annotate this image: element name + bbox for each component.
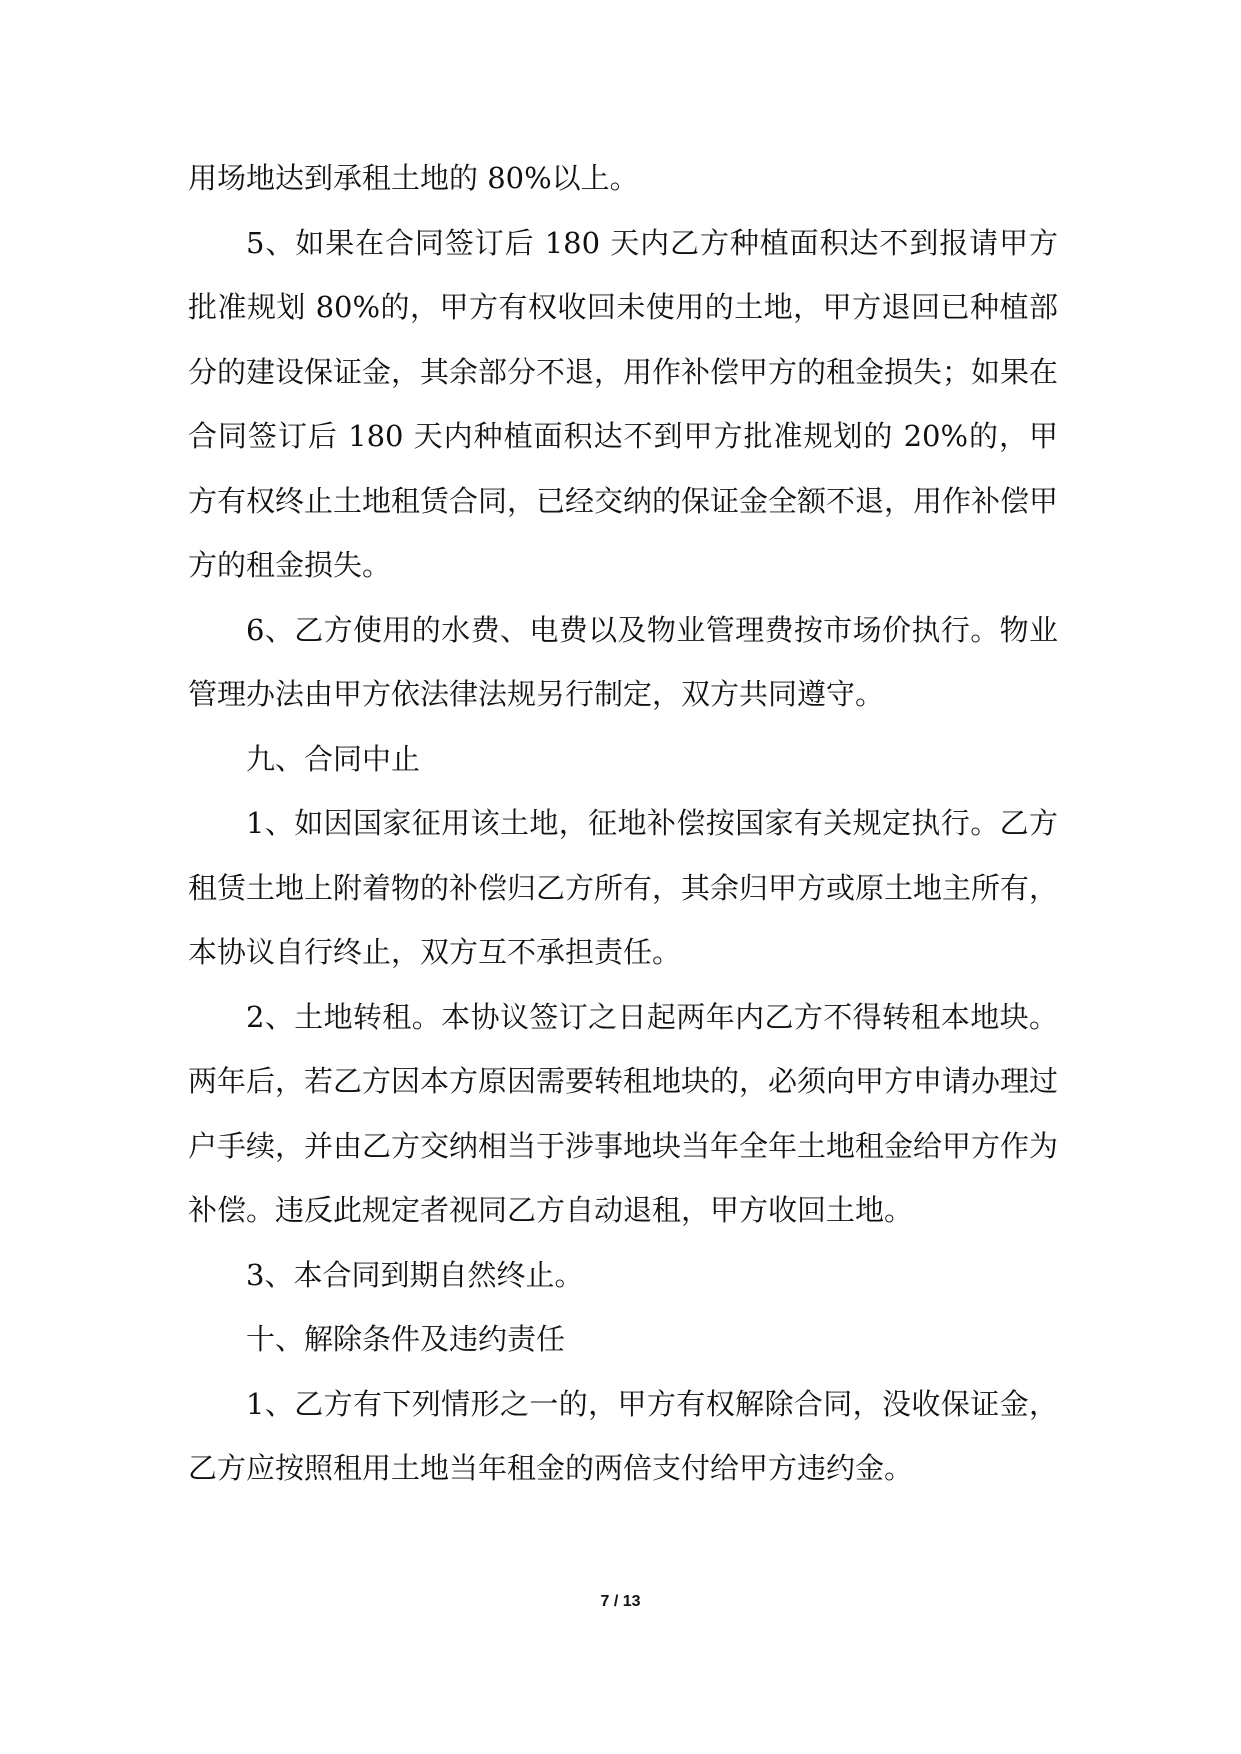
paragraph: 1、如因国家征用该土地，征地补偿按国家有关规定执行。乙方租赁土地上附着物的补偿归乙方所有，其余归甲方或原土地主所有，本协议自行终止，双方互不承担责任。 [188, 806, 1059, 969]
paragraph: 用场地达到承租土地的 80%以上。 [188, 161, 639, 195]
paragraph: 3、本合同到期自然终止。 [246, 1257, 584, 1292]
paragraph: 2、土地转租。本协议签订之日起两年内乙方不得转租本地块。两年后，若乙方因本方原因需要转租地块的，必须向甲方申请办理过户手续，并由乙方交纳相当于涉事地块当年全年土地租金给甲方作为补偿。违反此规定者视同乙方自动退租，甲方收回土地。 [188, 999, 1059, 1227]
paragraph: 6、乙方使用的水费、电费以及物业管理费按市场价执行。物业管理办法由甲方依法律法规另行制定，双方共同遵守。 [188, 612, 1058, 711]
document-body [188, 146, 1058, 1501]
paragraph: 1、乙方有下列情形之一的，甲方有权解除合同，没收保证金，乙方应按照租用土地当年租金的两倍支付给甲方违约金。 [188, 1386, 1058, 1485]
paragraph: 5、如果在合同签订后 180 天内乙方种植面积达不到报请甲方批准规划 80%的，甲方有权收回未使用的土地，甲方退回已种植部分的建设保证金，其余部分不退，用作补偿甲方的租金损失；如果在合同签订后 180 天内种植面积达不到甲方批准规划的 20%的，甲方有权终止土地租赁合同，已经交纳的保证金全额不退，用作补偿甲方的租金损失。 [188, 225, 1059, 582]
section-heading: 九、合同中止 [246, 741, 421, 776]
section-heading: 十、解除条件及违约责任 [246, 1322, 566, 1356]
page-number: 7 / 13 [600, 1593, 641, 1610]
